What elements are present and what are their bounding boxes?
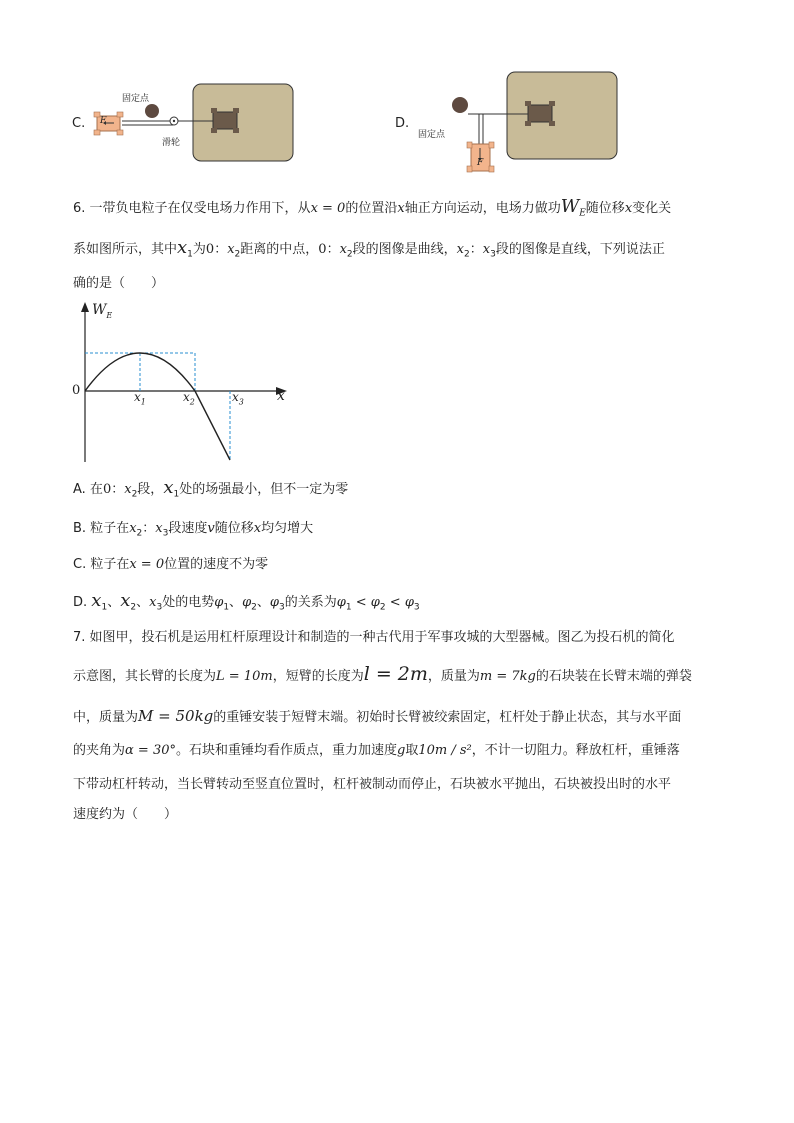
q6-option-d[interactable]: D. $x_1$、$x_2$、$x_3$处的电势$\varphi_1$、$\varphi_2$、$\varphi_3$的关系为$\varphi_1 < \varphi_2 < \varphi_3$ <box>73 590 420 613</box>
q6-line-1: 6. 一带负电粒子在仅受电场力作用下，从x = 0的位置沿x轴正方向运动，电场力做功$W_E$随位移x变化关 <box>73 196 672 219</box>
figure-d-drawing <box>390 70 620 180</box>
option-c-label: C. <box>72 116 86 131</box>
q7-line-1: 7. 如图甲，投石机是运用杠杆原理设计和制造的一种古代用于军事攻城的大型器械。图乙为投石机的简化 <box>73 630 675 645</box>
x1-tick-label: $x_1$ <box>134 390 146 407</box>
q7-line-3: 中，质量为M = 50kg的重锤安装于短臂末端。初始时长臂被绞索固定，杠杆处于静止状态，其与水平面 <box>73 707 682 725</box>
car-icon <box>525 101 555 126</box>
straight-segment <box>195 391 230 460</box>
figure-c <box>70 80 300 170</box>
container-box <box>193 84 293 161</box>
container-box <box>507 72 617 159</box>
fixed-point-ball-icon <box>452 97 468 113</box>
x2-tick-label: $x_2$ <box>183 390 195 407</box>
q7-line-4: 的夹角为α = 30°。石块和重锤均看作质点，重力加速度g取10m / s²，不计一切阻力。释放杠杆，重锤落 <box>73 743 680 758</box>
cart-icon <box>94 112 123 135</box>
q6-line-2: 系如图所示，其中$x_1$为0：$x_2$距离的中点，0：$x_2$段的图像是曲线，$x_2$：$x_3$段的图像是直线，下列说法正 <box>73 237 665 260</box>
q6-option-a[interactable]: A. 在0：$x_2$段，$x_1$处的场强最小，但不一定为零 <box>73 477 349 500</box>
q6-option-c[interactable]: C. 粒子在x = 0位置的速度不为零 <box>73 557 269 572</box>
x-axis-label: x <box>277 388 285 404</box>
x3-tick-label: $x_3$ <box>232 390 244 407</box>
pulley-label: 滑轮 <box>162 138 181 148</box>
fixed-point-label-c: 固定点 <box>122 94 150 104</box>
origin-label: 0 <box>72 383 81 398</box>
q6-line-3: 确的是（ ） <box>73 276 165 291</box>
q7-line-5: 下带动杠杆转动，当长臂转动至竖直位置时，杠杆被制动而停止，石块被水平抛出，石块被投出时的水平 <box>73 777 672 792</box>
q7-line-6: 速度约为（ ） <box>73 807 178 822</box>
force-label-c: F <box>100 116 107 126</box>
fixed-point-label-d: 固定点 <box>418 130 446 140</box>
car-icon <box>211 108 239 133</box>
y-axis-label: $W_E$ <box>92 302 113 320</box>
force-label-d: F <box>477 158 484 168</box>
fixed-point-ball-icon <box>145 104 159 118</box>
q6-option-b[interactable]: B. 粒子在$x_2$：$x_3$段速度v随位移x均匀增大 <box>73 521 314 539</box>
y-axis-arrow <box>81 302 89 312</box>
option-d-label: D. <box>395 116 410 131</box>
figure-d <box>390 70 620 180</box>
we-x-graph <box>68 300 298 465</box>
q7-line-2: 示意图，其长臂的长度为L = 10m，短臂的长度为l = 2m，质量为m = 7kg的石块装在长臂末端的弹袋 <box>73 663 692 685</box>
we-x-graph-svg <box>68 300 298 465</box>
